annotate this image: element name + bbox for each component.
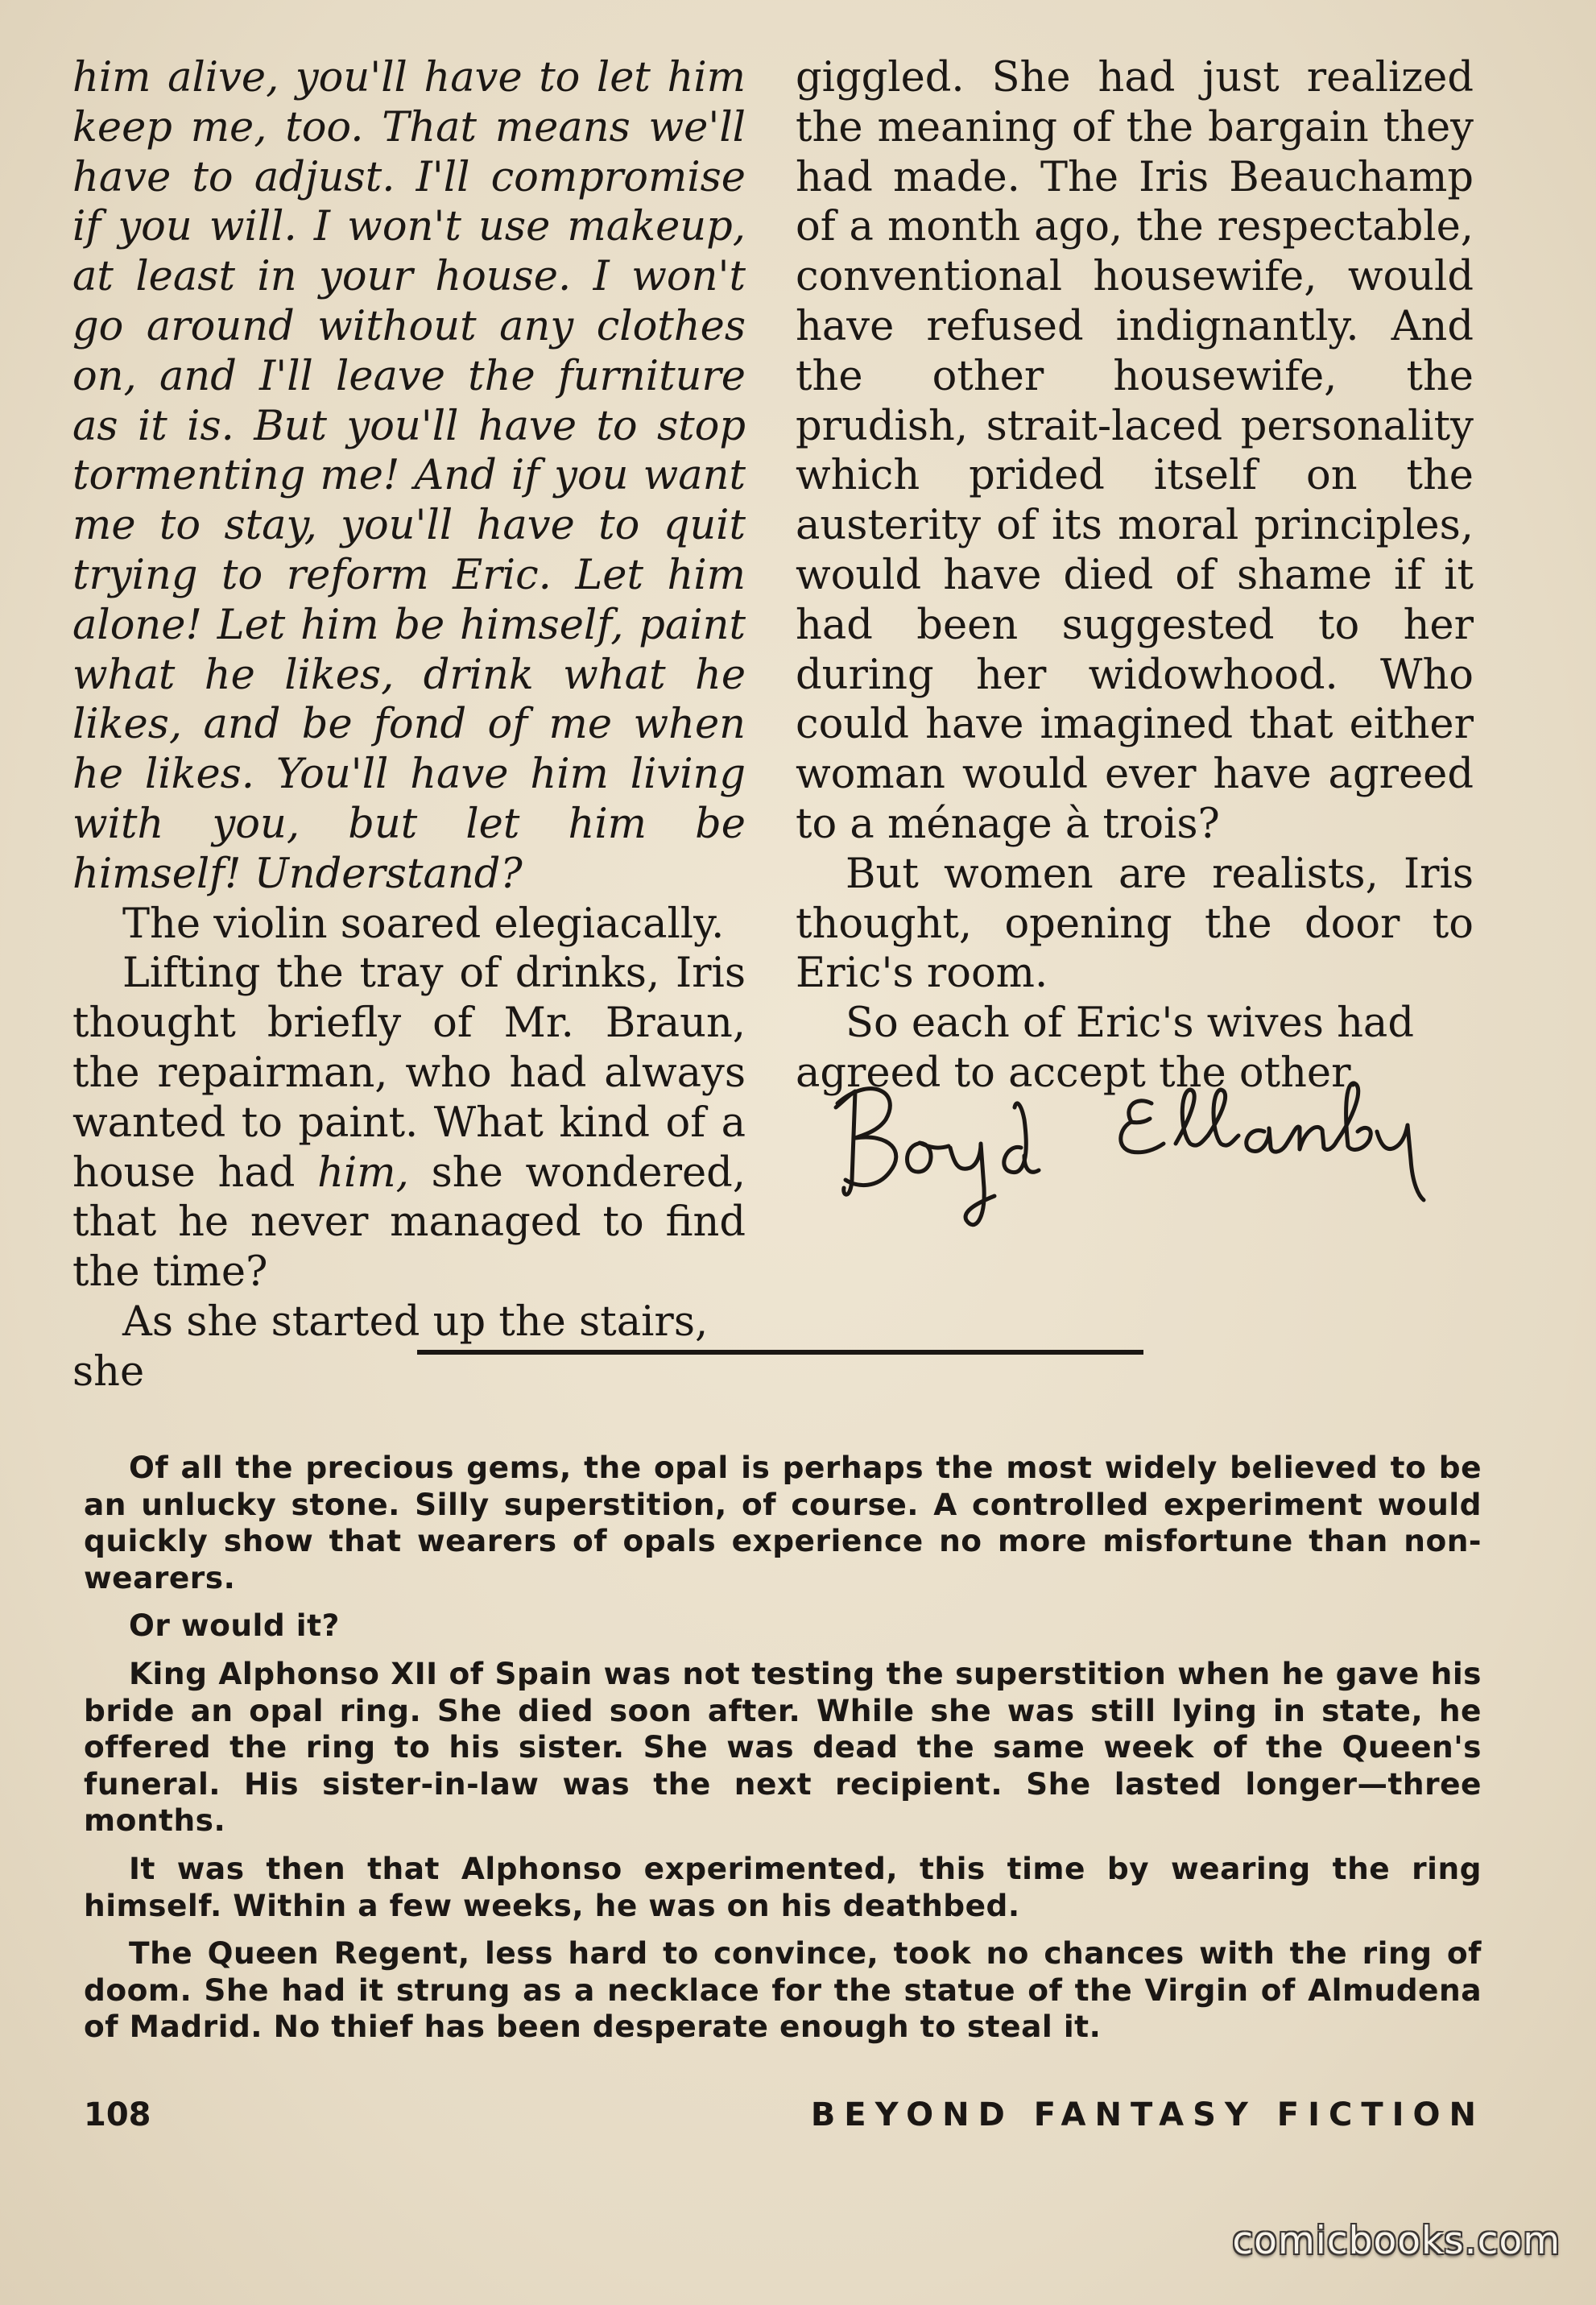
story-paragraph-violin: The violin soared elegiacally. xyxy=(122,900,725,948)
story-left-column xyxy=(72,53,746,1397)
filler-paragraph-or-would-it: Or would it? xyxy=(129,1608,340,1644)
story-paragraph-tray-italic: him, xyxy=(317,1148,409,1197)
magazine-title: BEYOND FANTASY FICTION xyxy=(810,2096,1485,2133)
story-paragraph-tray xyxy=(72,949,746,1297)
story-paragraph-wives: So each of Eric's wives had agreed to accept the other. xyxy=(796,999,1414,1097)
story-paragraph-giggled: giggled. She had just realized the meaning of the bargain they had made. The Iris Beauchamp of a month ago, the respectable, conventional housewife, would have refused indignantly. And the other housewife, the prudish, strait-laced personality which prided itself on the austerity of its moral principles, would have died of shame if it had been suggested to her during her widowhood. Who could have imagined that either woman would ever have agreed to a ménage à trois? xyxy=(796,54,1474,848)
story-paragraph-tray-before: Lifting the tray of drinks, Iris thought briefly of Mr. Braun, the repairman, who had always wanted to paint. What kind of a house had xyxy=(72,950,746,1197)
filler-article xyxy=(84,1450,1482,2057)
filler-paragraph-queen-regent: The Queen Regent, less hard to convince, took no chances with the ring of doom. She had it strung as a necklace for the statue of the Virgin of Almudena of Madrid. No thief has been desperate enough to steal it. xyxy=(84,1935,1482,2045)
story-right-column xyxy=(796,53,1474,1099)
filler-paragraph-opal-superstition: Of all the precious gems, the opal is perhaps the most widely believed to be an unlucky stone. Silly superstition, of course. A controlled experiment would quickly show that wearers of opals experience no more misfortune than non-wearers. xyxy=(84,1450,1482,1595)
page-number: 108 xyxy=(84,2096,151,2133)
filler-paragraph-alphonso-experiment: It was then that Alphonso experimented, this time by wearing the ring himself. Within a few weeks, he was on his deathbed. xyxy=(84,1850,1482,1923)
story-paragraph-stairs: As she started up the stairs, she xyxy=(72,1297,709,1396)
story-paragraph-tray-after: she wondered, that he never managed to find the time? xyxy=(72,1148,746,1297)
site-watermark: comicbooks.com xyxy=(1232,2219,1561,2263)
signature-handwriting-image xyxy=(813,1059,1490,1252)
section-separator-rule xyxy=(417,1350,1143,1355)
page-footer xyxy=(84,2096,1485,2145)
filler-paragraph-alphonso-bride: King Alphonso XII of Spain was not testing the superstition when he gave his bride an opal ring. She died soon after. While she was still lying in state, he offered the ring to his sister. She was dead the same week of the Queen's funeral. His sister-in-law was the next recipient. She lasted longer—three months. xyxy=(84,1655,1482,1839)
story-paragraph-realists: But women are realists, Iris thought, opening the door to Eric's room. xyxy=(796,850,1474,998)
story-paragraph-italic-plea: him alive, you'll have to let him keep me, too. That means we'll have to adjust. I'll compromise if you will. I won't use makeup, at least in your house. I won't go around without any clothes on, and I'll leave the furniture as it is. But you'll have to stop tormenting me! And if you want me to stay, you'll have to quit trying to reform Eric. Let him alone! Let him be himself, paint what he likes, drink what he likes, and be fond of me when he likes. You'll have him living with you, but let him be himself! Understand? xyxy=(72,54,746,898)
author-signature xyxy=(813,1059,1490,1252)
